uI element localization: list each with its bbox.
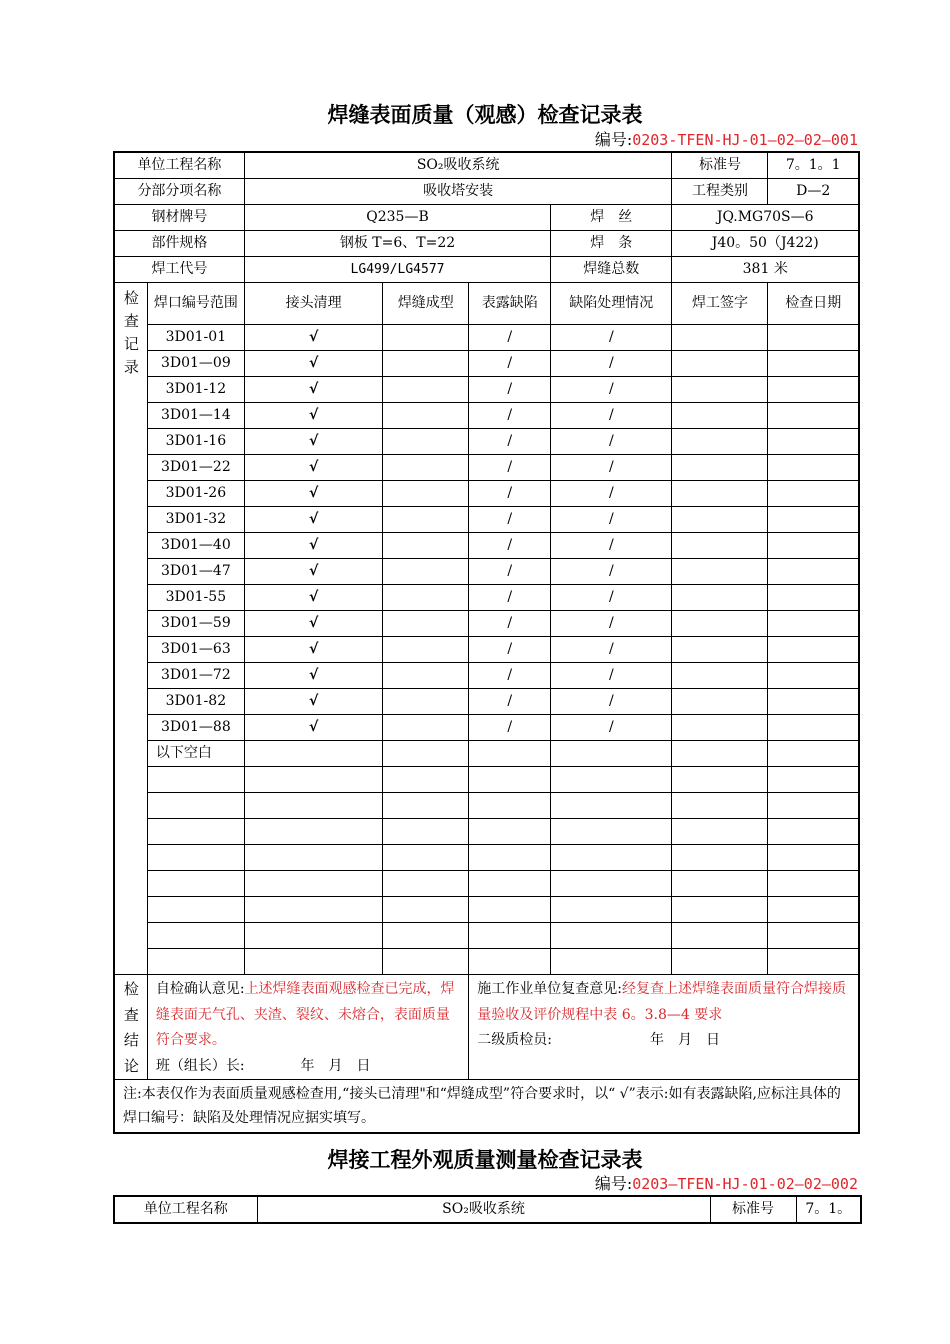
cell-weld-range: 3D01-12 — [147, 377, 244, 403]
cell-joint-clean — [244, 793, 382, 819]
cell-weld-range: 3D01—22 — [147, 455, 244, 481]
cell-welder-sign — [672, 611, 768, 637]
cell-defect-handling: / — [551, 351, 672, 377]
cell-weld-form — [383, 741, 469, 767]
cell-surface-defect: / — [469, 481, 551, 507]
cell-joint-clean: √ — [244, 481, 382, 507]
cell-joint-clean: √ — [244, 715, 382, 741]
cell-check-date — [768, 559, 859, 585]
cell-check-date — [768, 819, 859, 845]
review-label: 施工作业单位复查意见: — [477, 981, 622, 997]
cell-defect-handling: / — [551, 455, 672, 481]
cell-weld-form — [383, 559, 469, 585]
cell-defect-handling — [551, 923, 672, 949]
rod-label: 焊 条 — [551, 231, 672, 257]
cell-defect-handling: / — [551, 429, 672, 455]
col-defect-handling: 缺陷处理情况 — [551, 283, 672, 325]
cell-weld-range: 3D01—40 — [147, 533, 244, 559]
second-standard-label: 标准号 — [710, 1196, 796, 1223]
cell-welder-sign — [672, 429, 768, 455]
cell-defect-handling — [551, 897, 672, 923]
cell-welder-sign — [672, 403, 768, 429]
cell-check-date — [768, 351, 859, 377]
review-opinion — [469, 975, 859, 1080]
cell-joint-clean — [244, 845, 382, 871]
cell-weld-form — [383, 533, 469, 559]
cell-welder-sign — [672, 585, 768, 611]
cell-surface-defect — [469, 767, 551, 793]
cell-defect-handling: / — [551, 507, 672, 533]
cell-weld-range: 3D01-82 — [147, 689, 244, 715]
cell-weld-form — [383, 663, 469, 689]
wire-value: JQ.MG70S—6 — [672, 205, 859, 231]
cell-weld-form — [383, 611, 469, 637]
second-form-code-value: 0203—TFEN-HJ-01-02—02—002 — [632, 1175, 858, 1193]
cell-weld-form — [383, 455, 469, 481]
cell-weld-range: 3D01-16 — [147, 429, 244, 455]
col-surface-defect: 表露缺陷 — [469, 283, 551, 325]
form-code — [595, 127, 858, 150]
second-unit-project-value: SO₂吸收系统 — [257, 1196, 710, 1223]
cell-check-date — [768, 507, 859, 533]
cell-check-date — [768, 871, 859, 897]
cell-surface-defect: / — [469, 715, 551, 741]
cell-check-date — [768, 481, 859, 507]
cell-check-date — [768, 611, 859, 637]
table-row — [114, 533, 859, 559]
wire-label: 焊 丝 — [551, 205, 672, 231]
cell-surface-defect: / — [469, 611, 551, 637]
cell-weld-form — [383, 689, 469, 715]
cell-weld-form — [383, 637, 469, 663]
unit-project-value: SO₂吸收系统 — [244, 152, 672, 179]
table-row — [114, 585, 859, 611]
table-row — [114, 923, 859, 949]
rod-value: J40。50（J422) — [672, 231, 859, 257]
cell-joint-clean: √ — [244, 637, 382, 663]
standard-label: 标准号 — [672, 152, 768, 179]
cell-joint-clean — [244, 949, 382, 975]
cell-surface-defect: / — [469, 585, 551, 611]
cell-weld-form — [383, 819, 469, 845]
cell-weld-form — [383, 897, 469, 923]
weld-total-label: 焊缝总数 — [551, 257, 672, 283]
table-row — [114, 767, 859, 793]
subproject-label: 分部分项名称 — [114, 179, 244, 205]
cell-surface-defect: / — [469, 429, 551, 455]
part-spec-label: 部件规格 — [114, 231, 244, 257]
cell-joint-clean: √ — [244, 351, 382, 377]
cell-welder-sign — [672, 871, 768, 897]
cell-weld-range — [147, 871, 244, 897]
cell-weld-range: 3D01—59 — [147, 611, 244, 637]
table-row — [114, 507, 859, 533]
second-title: 焊接工程外观质量测量检查记录表 — [327, 1148, 643, 1172]
cell-check-date — [768, 689, 859, 715]
conclusion-side-label: 检查结论 — [114, 975, 147, 1080]
cell-welder-sign — [672, 507, 768, 533]
cell-weld-form — [383, 481, 469, 507]
cell-surface-defect: / — [469, 351, 551, 377]
cell-surface-defect — [469, 923, 551, 949]
cell-check-date — [768, 403, 859, 429]
cell-welder-sign — [672, 715, 768, 741]
cell-joint-clean: √ — [244, 429, 382, 455]
cell-check-date — [768, 377, 859, 403]
welder-code-value: LG499/LG4577 — [244, 257, 550, 283]
record-side-label: 检查记录 — [114, 283, 147, 975]
cell-welder-sign — [672, 481, 768, 507]
cell-joint-clean — [244, 819, 382, 845]
cell-weld-range — [147, 897, 244, 923]
cell-weld-range: 3D01-26 — [147, 481, 244, 507]
cell-check-date — [768, 793, 859, 819]
steel-value: Q235—B — [244, 205, 550, 231]
cell-check-date — [768, 715, 859, 741]
cell-surface-defect: / — [469, 325, 551, 351]
form-code-value: 0203-TFEN-HJ-01—02—02—001 — [632, 131, 858, 149]
cell-joint-clean: √ — [244, 533, 382, 559]
cell-surface-defect — [469, 871, 551, 897]
cell-weld-range — [147, 767, 244, 793]
cell-welder-sign — [672, 637, 768, 663]
table-row — [114, 429, 859, 455]
table-row — [114, 481, 859, 507]
cell-joint-clean: √ — [244, 663, 382, 689]
cell-weld-form — [383, 845, 469, 871]
cell-welder-sign — [672, 845, 768, 871]
cell-weld-range: 以下空白 — [147, 741, 244, 767]
table-row — [114, 559, 859, 585]
cell-defect-handling — [551, 793, 672, 819]
cell-weld-form — [383, 507, 469, 533]
cell-weld-form — [383, 429, 469, 455]
cell-welder-sign — [672, 767, 768, 793]
cell-check-date — [768, 663, 859, 689]
second-form-code — [595, 1171, 858, 1194]
cell-welder-sign — [672, 663, 768, 689]
cell-surface-defect: / — [469, 377, 551, 403]
cell-weld-range — [147, 923, 244, 949]
cell-welder-sign — [672, 949, 768, 975]
cell-weld-form — [383, 793, 469, 819]
cell-joint-clean — [244, 741, 382, 767]
cell-check-date — [768, 741, 859, 767]
cell-welder-sign — [672, 377, 768, 403]
cell-welder-sign — [672, 793, 768, 819]
cell-surface-defect: / — [469, 533, 551, 559]
second-table — [113, 1195, 862, 1224]
standard-value: 7。1。1 — [768, 152, 859, 179]
cell-defect-handling: / — [551, 325, 672, 351]
table-row — [114, 455, 859, 481]
cell-weld-range — [147, 793, 244, 819]
cell-check-date — [768, 637, 859, 663]
table-row — [114, 637, 859, 663]
cell-defect-handling: / — [551, 377, 672, 403]
cell-welder-sign — [672, 351, 768, 377]
second-unit-project-label: 单位工程名称 — [114, 1196, 257, 1223]
col-welder-sign: 焊工签字 — [672, 283, 768, 325]
cell-joint-clean — [244, 767, 382, 793]
page-title: 焊缝表面质量（观感）检查记录表 — [327, 103, 643, 127]
cell-weld-form — [383, 715, 469, 741]
cell-weld-range — [147, 819, 244, 845]
cell-welder-sign — [672, 741, 768, 767]
table-row — [114, 351, 859, 377]
cell-welder-sign — [672, 689, 768, 715]
cell-defect-handling: / — [551, 637, 672, 663]
cell-surface-defect: / — [469, 507, 551, 533]
table-row — [114, 845, 859, 871]
table-row — [114, 949, 859, 975]
cell-weld-range: 3D01—47 — [147, 559, 244, 585]
unit-project-label: 单位工程名称 — [114, 152, 244, 179]
table-row — [114, 403, 859, 429]
self-check-opinion — [147, 975, 468, 1080]
cell-weld-form — [383, 325, 469, 351]
cell-surface-defect — [469, 949, 551, 975]
self-check-text: 上述焊缝表面观感检查已完成，焊缝表面无气孔、夹渣、裂纹、未熔合，表面质量符合要求。 — [155, 981, 455, 1048]
cell-joint-clean: √ — [244, 325, 382, 351]
cell-welder-sign — [672, 923, 768, 949]
cell-joint-clean: √ — [244, 377, 382, 403]
table-row — [114, 793, 859, 819]
cell-weld-range: 3D01—63 — [147, 637, 244, 663]
cell-weld-form — [383, 949, 469, 975]
table-row — [114, 377, 859, 403]
cell-defect-handling — [551, 949, 672, 975]
cell-joint-clean — [244, 871, 382, 897]
part-spec-value: 钢板 T=6、T=22 — [244, 231, 550, 257]
cell-defect-handling: / — [551, 533, 672, 559]
cell-weld-range — [147, 845, 244, 871]
self-check-label: 自检确认意见: — [155, 981, 245, 997]
review-text: 经复查上述焊缝表面质量符合焊接质量验收及评价规程中表 6。3.8—4 要求 — [477, 981, 846, 1023]
inspector-line: 二级质检员: 年 月 日 — [477, 1032, 720, 1048]
cell-weld-range: 3D01—14 — [147, 403, 244, 429]
cell-surface-defect: / — [469, 559, 551, 585]
table-row — [114, 897, 859, 923]
cell-defect-handling: / — [551, 611, 672, 637]
cell-defect-handling: / — [551, 481, 672, 507]
cell-surface-defect — [469, 819, 551, 845]
cell-welder-sign — [672, 897, 768, 923]
cell-check-date — [768, 897, 859, 923]
welder-code-label: 焊工代号 — [114, 257, 244, 283]
cell-weld-range: 3D01-32 — [147, 507, 244, 533]
cell-joint-clean: √ — [244, 559, 382, 585]
cell-weld-range: 3D01-55 — [147, 585, 244, 611]
cell-defect-handling: / — [551, 403, 672, 429]
table-row — [114, 819, 859, 845]
cell-surface-defect: / — [469, 689, 551, 715]
cell-surface-defect — [469, 793, 551, 819]
cell-joint-clean — [244, 897, 382, 923]
cell-check-date — [768, 429, 859, 455]
form-code-label: 编号: — [594, 130, 633, 149]
cell-surface-defect: / — [469, 663, 551, 689]
cell-weld-range: 3D01—88 — [147, 715, 244, 741]
cell-check-date — [768, 325, 859, 351]
cell-weld-range: 3D01—72 — [147, 663, 244, 689]
weld-total-value: 381 米 — [672, 257, 859, 283]
cell-welder-sign — [672, 819, 768, 845]
cell-defect-handling: / — [551, 585, 672, 611]
cell-weld-form — [383, 767, 469, 793]
cell-joint-clean: √ — [244, 455, 382, 481]
steel-label: 钢材牌号 — [114, 205, 244, 231]
cell-weld-form — [383, 377, 469, 403]
cell-check-date — [768, 845, 859, 871]
cell-joint-clean — [244, 923, 382, 949]
cell-surface-defect — [469, 897, 551, 923]
team-leader-line: 班（组长）长: 年 月 日 — [155, 1057, 371, 1074]
cell-check-date — [768, 949, 859, 975]
cell-weld-form — [383, 351, 469, 377]
cell-check-date — [768, 533, 859, 559]
table-row — [114, 325, 859, 351]
table-row — [114, 715, 859, 741]
subproject-value: 吸收塔安装 — [244, 179, 672, 205]
cell-surface-defect — [469, 845, 551, 871]
cell-check-date — [768, 767, 859, 793]
cell-joint-clean: √ — [244, 403, 382, 429]
table-row — [114, 871, 859, 897]
cell-defect-handling — [551, 845, 672, 871]
inspection-table — [113, 151, 860, 1134]
table-row — [114, 663, 859, 689]
table-row — [114, 741, 859, 767]
col-check-date: 检查日期 — [768, 283, 859, 325]
col-weld-form: 焊缝成型 — [383, 283, 469, 325]
col-joint-clean: 接头清理 — [244, 283, 382, 325]
cell-surface-defect: / — [469, 637, 551, 663]
cell-defect-handling: / — [551, 689, 672, 715]
cell-joint-clean: √ — [244, 507, 382, 533]
cell-joint-clean: √ — [244, 611, 382, 637]
cell-welder-sign — [672, 559, 768, 585]
cell-weld-range — [147, 949, 244, 975]
category-value: D—2 — [768, 179, 859, 205]
cell-weld-form — [383, 585, 469, 611]
cell-check-date — [768, 923, 859, 949]
cell-weld-form — [383, 923, 469, 949]
cell-defect-handling: / — [551, 715, 672, 741]
cell-check-date — [768, 585, 859, 611]
cell-defect-handling — [551, 819, 672, 845]
cell-welder-sign — [672, 455, 768, 481]
cell-weld-range: 3D01-01 — [147, 325, 244, 351]
cell-surface-defect — [469, 741, 551, 767]
table-row — [114, 689, 859, 715]
cell-defect-handling — [551, 741, 672, 767]
cell-welder-sign — [672, 533, 768, 559]
col-weld-range: 焊口编号范围 — [147, 283, 244, 325]
cell-defect-handling — [551, 767, 672, 793]
cell-weld-range: 3D01—09 — [147, 351, 244, 377]
cell-surface-defect: / — [469, 403, 551, 429]
table-note: 注:本表仅作为表面质量观感检查用,“接头已清理"和“焊缝成型”符合要求时，以“ √”表示:如有表露缺陷,应标注具体的焊口编号：缺陷及处理情况应据实填写。 — [114, 1080, 859, 1134]
category-label: 工程类别 — [672, 179, 768, 205]
second-form-code-label: 编号: — [594, 1174, 633, 1193]
cell-weld-form — [383, 403, 469, 429]
cell-defect-handling — [551, 871, 672, 897]
cell-joint-clean: √ — [244, 585, 382, 611]
cell-surface-defect: / — [469, 455, 551, 481]
table-row — [114, 611, 859, 637]
cell-weld-form — [383, 871, 469, 897]
second-standard-value: 7。1。 — [796, 1196, 861, 1223]
cell-check-date — [768, 455, 859, 481]
cell-defect-handling: / — [551, 559, 672, 585]
cell-defect-handling: / — [551, 663, 672, 689]
cell-welder-sign — [672, 325, 768, 351]
cell-joint-clean: √ — [244, 689, 382, 715]
